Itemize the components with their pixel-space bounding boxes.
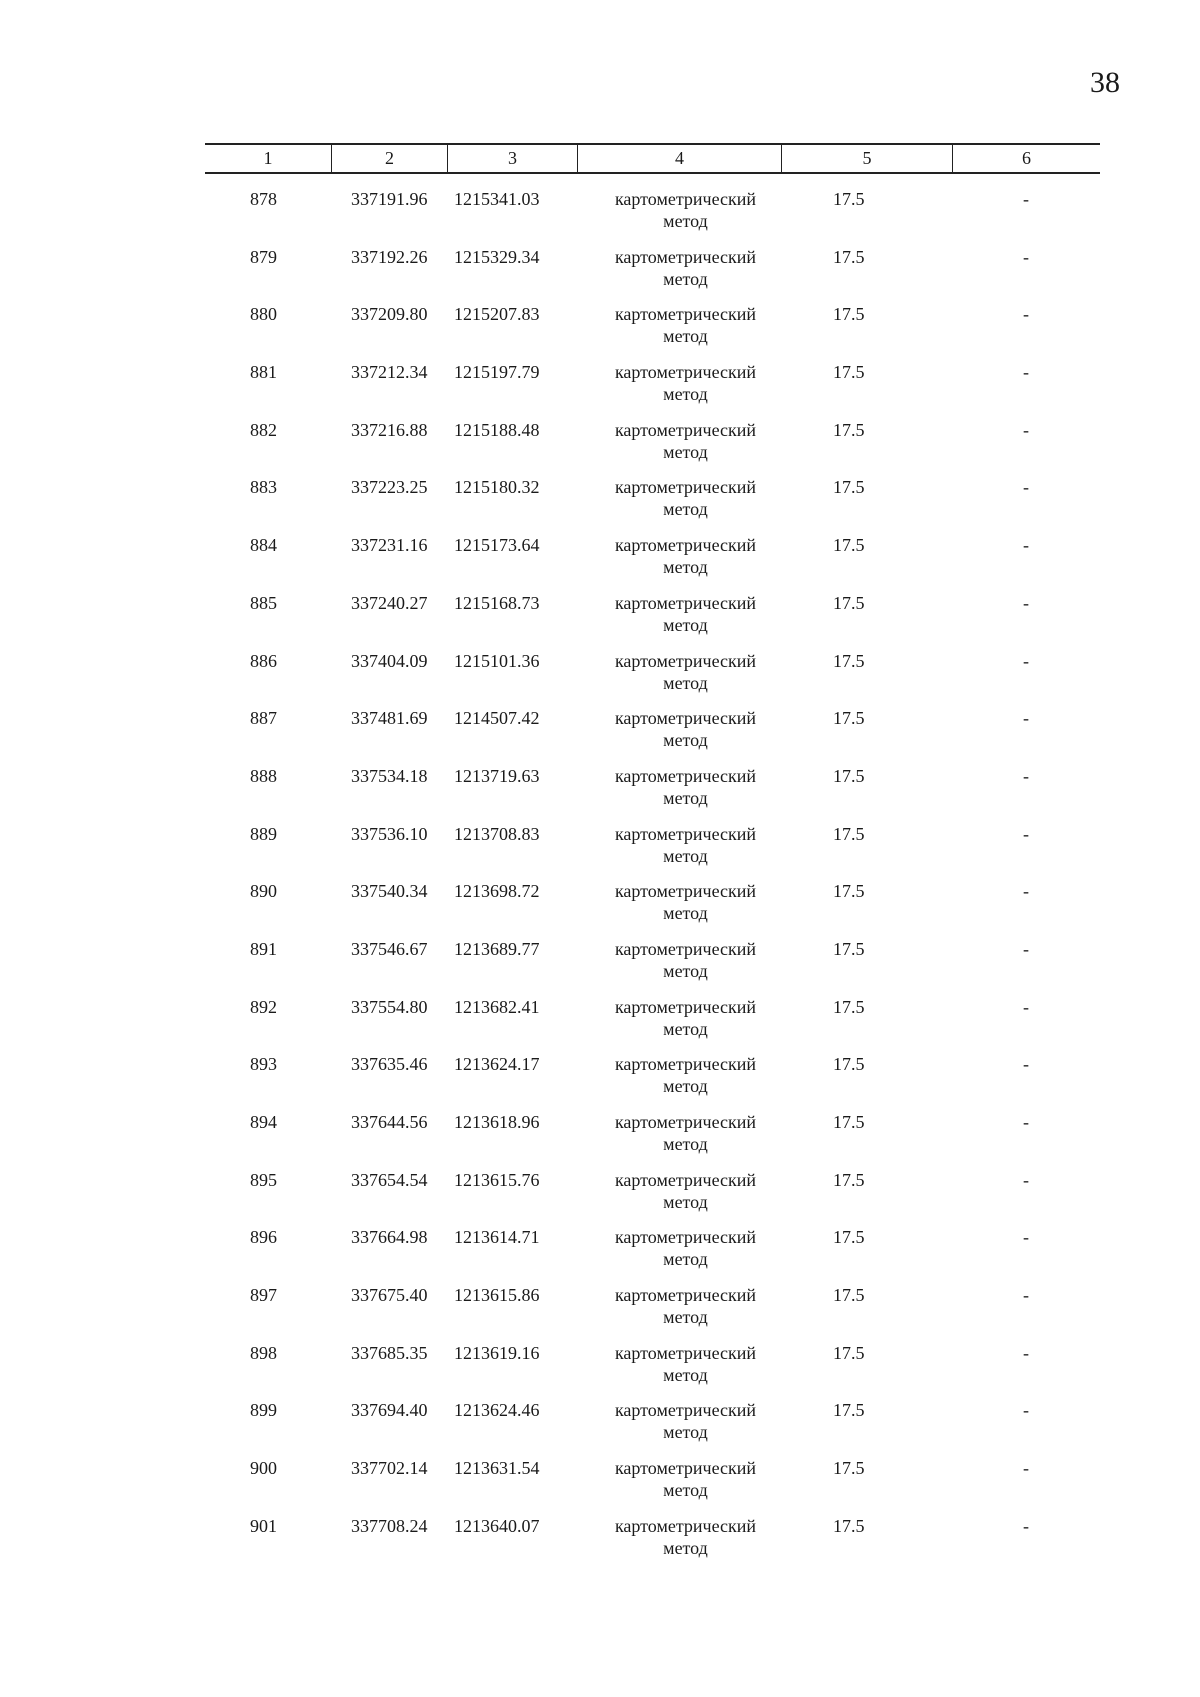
method-line-1: картометрический: [614, 304, 757, 325]
table-row: [205, 303, 1100, 361]
table-row: [205, 419, 1100, 477]
method-text: [603, 880, 768, 924]
method-line-2: метод: [663, 1018, 708, 1039]
method-text: [603, 303, 768, 347]
method-line-2: метод: [663, 1249, 708, 1270]
point-number-cell: 893: [250, 1054, 277, 1075]
point-number-cell: 894: [250, 1112, 277, 1132]
note-cell: -: [1023, 246, 1029, 267]
method-line-2: метод: [663, 960, 708, 981]
y-coordinate-cell: 1215188.48: [454, 419, 540, 440]
method-cell: [577, 1284, 781, 1342]
method-line-1: картометрический: [614, 592, 757, 613]
y-coordinate-cell: 1213698.72: [454, 881, 540, 902]
x-coordinate-cell: 337240.27: [351, 592, 428, 613]
method-cell: [577, 246, 781, 304]
method-line-2: метод: [663, 730, 708, 751]
method-line-1: картометрический: [614, 1169, 757, 1190]
table-row: [205, 1226, 1100, 1284]
table-row: [205, 650, 1100, 708]
table-row: [205, 938, 1100, 996]
accuracy-cell: 17.5: [833, 477, 865, 498]
y-coordinate-cell: 1213615.86: [454, 1285, 540, 1306]
point-number-cell: 891: [250, 938, 277, 959]
x-coordinate-cell: 337536.10: [351, 823, 428, 844]
accuracy-cell: 17.5: [833, 419, 865, 440]
table-row: [205, 1399, 1100, 1457]
table-row: [205, 1169, 1100, 1227]
method-cell: [577, 1342, 781, 1400]
x-coordinate-cell: 337534.18: [351, 765, 428, 786]
point-number-cell: 892: [250, 996, 277, 1017]
method-cell: [577, 765, 781, 823]
accuracy-cell: 17.5: [833, 1515, 865, 1536]
method-cell: [577, 707, 781, 765]
method-line-1: картометрический: [614, 1400, 757, 1421]
y-coordinate-cell: 1213631.54: [454, 1458, 540, 1479]
method-line-1: картометрический: [614, 419, 757, 440]
method-line-2: метод: [663, 1480, 708, 1501]
note-cell: -: [1023, 362, 1029, 383]
point-number-cell: 890: [250, 881, 277, 902]
note-cell: -: [1023, 535, 1029, 556]
method-text: [603, 707, 768, 751]
method-text: [603, 1111, 768, 1155]
method-cell: [577, 1111, 781, 1169]
accuracy-cell: 17.5: [833, 1054, 865, 1075]
note-cell: -: [1023, 1285, 1029, 1306]
method-line-1: картометрический: [614, 189, 757, 209]
x-coordinate-cell: 337191.96: [351, 189, 428, 209]
method-line-1: картометрический: [614, 881, 757, 902]
x-coordinate-cell: 337192.26: [351, 246, 428, 267]
method-line-1: картометрический: [614, 765, 757, 786]
x-coordinate-cell: 337654.54: [351, 1169, 428, 1190]
method-cell: [577, 1515, 781, 1573]
table-row: [205, 1342, 1100, 1400]
method-line-2: метод: [663, 211, 708, 231]
y-coordinate-cell: 1213689.77: [454, 938, 540, 959]
point-number-cell: 884: [250, 535, 277, 556]
y-coordinate-cell: 1215197.79: [454, 362, 540, 383]
table-row: [205, 592, 1100, 650]
table-row: [205, 1284, 1100, 1342]
method-line-1: картометрический: [614, 996, 757, 1017]
note-cell: -: [1023, 304, 1029, 325]
x-coordinate-cell: 337404.09: [351, 650, 428, 671]
note-cell: -: [1023, 650, 1029, 671]
method-text: [603, 1169, 768, 1213]
method-text: [603, 246, 768, 290]
point-number-cell: 879: [250, 246, 277, 267]
accuracy-cell: 17.5: [833, 1112, 865, 1132]
method-text: [603, 765, 768, 809]
method-text: [603, 1457, 768, 1501]
note-cell: -: [1023, 938, 1029, 959]
accuracy-cell: 17.5: [833, 1285, 865, 1306]
table-row: [205, 1111, 1100, 1169]
point-number-cell: 888: [250, 765, 277, 786]
method-line-2: метод: [663, 1422, 708, 1443]
point-number-cell: 885: [250, 592, 277, 613]
method-line-2: метод: [663, 1191, 708, 1212]
accuracy-cell: 17.5: [833, 650, 865, 671]
method-line-1: картометрический: [614, 362, 757, 383]
method-text: [603, 1226, 768, 1270]
method-line-1: картометрический: [614, 1515, 757, 1536]
accuracy-cell: 17.5: [833, 708, 865, 729]
method-text: [603, 823, 768, 867]
table-row: [205, 534, 1100, 592]
note-cell: -: [1023, 1515, 1029, 1536]
y-coordinate-cell: 1215101.36: [454, 650, 540, 671]
method-cell: [577, 534, 781, 592]
table-header: [205, 143, 1100, 174]
accuracy-cell: 17.5: [833, 938, 865, 959]
method-line-2: метод: [663, 384, 708, 405]
accuracy-cell: 17.5: [833, 996, 865, 1017]
method-text: [603, 534, 768, 578]
y-coordinate-cell: 1215168.73: [454, 592, 540, 613]
method-cell: [577, 188, 781, 246]
point-number-cell: 899: [250, 1400, 277, 1421]
page-number: 38: [1090, 66, 1120, 99]
method-cell: [577, 1053, 781, 1111]
y-coordinate-cell: 1213618.96: [454, 1112, 540, 1132]
note-cell: -: [1023, 1169, 1029, 1190]
accuracy-cell: 17.5: [833, 304, 865, 325]
method-line-2: метод: [663, 326, 708, 347]
note-cell: -: [1023, 1342, 1029, 1363]
header-col-1: 1: [263, 148, 273, 168]
x-coordinate-cell: 337635.46: [351, 1054, 428, 1075]
accuracy-cell: 17.5: [833, 1342, 865, 1363]
method-cell: [577, 476, 781, 534]
point-number-cell: 889: [250, 823, 277, 844]
y-coordinate-cell: 1215173.64: [454, 535, 540, 556]
note-cell: -: [1023, 592, 1029, 613]
point-number-cell: 901: [250, 1515, 277, 1536]
table-row: [205, 1457, 1100, 1515]
method-cell: [577, 1457, 781, 1515]
method-line-2: метод: [663, 787, 708, 808]
method-text: [603, 1399, 768, 1443]
y-coordinate-cell: 1213708.83: [454, 823, 540, 844]
method-cell: [577, 938, 781, 996]
method-line-2: метод: [663, 1364, 708, 1385]
point-number-cell: 897: [250, 1285, 277, 1306]
table-row: [205, 880, 1100, 938]
x-coordinate-cell: 337644.56: [351, 1112, 428, 1132]
method-line-2: метод: [663, 903, 708, 924]
note-cell: -: [1023, 1227, 1029, 1248]
table-row: [205, 246, 1100, 304]
method-line-1: картометрический: [614, 1458, 757, 1479]
accuracy-cell: 17.5: [833, 1400, 865, 1421]
accuracy-cell: 17.5: [833, 1458, 865, 1479]
accuracy-cell: 17.5: [833, 246, 865, 267]
method-cell: [577, 996, 781, 1054]
method-cell: [577, 1226, 781, 1284]
note-cell: -: [1023, 881, 1029, 902]
method-cell: [577, 1399, 781, 1457]
accuracy-cell: 17.5: [833, 765, 865, 786]
method-text: [603, 1284, 768, 1328]
note-cell: -: [1023, 708, 1029, 729]
table-row: [205, 476, 1100, 534]
method-text: [603, 1342, 768, 1386]
method-line-1: картометрический: [614, 246, 757, 267]
method-line-2: метод: [663, 557, 708, 578]
y-coordinate-cell: 1215207.83: [454, 304, 540, 325]
x-coordinate-cell: 337546.67: [351, 938, 428, 959]
x-coordinate-cell: 337216.88: [351, 419, 428, 440]
method-text: [603, 650, 768, 694]
table-row: [205, 188, 1100, 246]
x-coordinate-cell: 337694.40: [351, 1400, 428, 1421]
note-cell: -: [1023, 1400, 1029, 1421]
x-coordinate-cell: 337540.34: [351, 881, 428, 902]
x-coordinate-cell: 337212.34: [351, 362, 428, 383]
point-number-cell: 881: [250, 362, 277, 383]
method-line-1: картометрический: [614, 1112, 757, 1132]
y-coordinate-cell: 1213615.76: [454, 1169, 540, 1190]
method-line-2: метод: [663, 1076, 708, 1097]
table-row: [205, 361, 1100, 419]
point-number-cell: 887: [250, 708, 277, 729]
method-line-1: картометрический: [614, 477, 757, 498]
x-coordinate-cell: 337223.25: [351, 477, 428, 498]
header-col-4: 4: [577, 145, 781, 172]
method-line-2: метод: [663, 499, 708, 520]
table-row: [205, 996, 1100, 1054]
x-coordinate-cell: 337685.35: [351, 1342, 428, 1363]
x-coordinate-cell: 337702.14: [351, 1458, 428, 1479]
point-number-cell: 895: [250, 1169, 277, 1190]
method-text: [603, 592, 768, 636]
point-number-cell: 898: [250, 1342, 277, 1363]
x-coordinate-cell: 337554.80: [351, 996, 428, 1017]
accuracy-cell: 17.5: [833, 189, 865, 209]
note-cell: -: [1023, 1112, 1029, 1132]
method-line-1: картометрический: [614, 1227, 757, 1248]
note-cell: -: [1023, 1458, 1029, 1479]
header-col-6: 6: [952, 145, 1100, 172]
y-coordinate-cell: 1213614.71: [454, 1227, 540, 1248]
method-cell: [577, 1169, 781, 1227]
y-coordinate-cell: 1215329.34: [454, 246, 540, 267]
method-line-2: метод: [663, 672, 708, 693]
table-row: [205, 1515, 1100, 1573]
header-col-2: 2: [331, 145, 447, 172]
table-body: [205, 188, 1100, 1573]
method-text: [603, 419, 768, 463]
method-line-1: картометрический: [614, 823, 757, 844]
note-cell: -: [1023, 823, 1029, 844]
point-number-cell: 878: [250, 189, 277, 209]
y-coordinate-cell: 1215341.03: [454, 189, 540, 209]
note-cell: -: [1023, 765, 1029, 786]
point-number-cell: 886: [250, 650, 277, 671]
method-line-2: метод: [663, 1134, 708, 1154]
x-coordinate-cell: 337708.24: [351, 1515, 428, 1536]
method-line-1: картометрический: [614, 708, 757, 729]
header-col-5: 5: [781, 145, 952, 172]
method-cell: [577, 303, 781, 361]
table-row: [205, 823, 1100, 881]
note-cell: -: [1023, 996, 1029, 1017]
method-text: [603, 476, 768, 520]
x-coordinate-cell: 337481.69: [351, 708, 428, 729]
method-text: [603, 1515, 768, 1559]
y-coordinate-cell: 1215180.32: [454, 477, 540, 498]
method-line-1: картометрический: [614, 535, 757, 556]
note-cell: -: [1023, 419, 1029, 440]
method-cell: [577, 592, 781, 650]
y-coordinate-cell: 1214507.42: [454, 708, 540, 729]
point-number-cell: 880: [250, 304, 277, 325]
y-coordinate-cell: 1213619.16: [454, 1342, 540, 1363]
method-line-1: картометрический: [614, 938, 757, 959]
header-col-3: 3: [447, 145, 577, 172]
y-coordinate-cell: 1213624.46: [454, 1400, 540, 1421]
y-coordinate-cell: 1213719.63: [454, 765, 540, 786]
point-number-cell: 883: [250, 477, 277, 498]
method-line-1: картометрический: [614, 1054, 757, 1075]
point-number-cell: 900: [250, 1458, 277, 1479]
accuracy-cell: 17.5: [833, 881, 865, 902]
method-line-1: картометрический: [614, 650, 757, 671]
table-row: [205, 1053, 1100, 1111]
note-cell: -: [1023, 477, 1029, 498]
point-number-cell: 896: [250, 1227, 277, 1248]
method-text: [603, 1053, 768, 1097]
method-line-1: картометрический: [614, 1285, 757, 1306]
method-line-2: метод: [663, 1307, 708, 1328]
accuracy-cell: 17.5: [833, 1169, 865, 1190]
method-text: [603, 361, 768, 405]
x-coordinate-cell: 337664.98: [351, 1227, 428, 1248]
x-coordinate-cell: 337675.40: [351, 1285, 428, 1306]
x-coordinate-cell: 337209.80: [351, 304, 428, 325]
table-row: [205, 765, 1100, 823]
note-cell: -: [1023, 1054, 1029, 1075]
method-line-2: метод: [663, 614, 708, 635]
method-cell: [577, 650, 781, 708]
method-cell: [577, 880, 781, 938]
method-cell: [577, 419, 781, 477]
method-line-2: метод: [663, 845, 708, 866]
accuracy-cell: 17.5: [833, 823, 865, 844]
y-coordinate-cell: 1213682.41: [454, 996, 540, 1017]
y-coordinate-cell: 1213624.17: [454, 1054, 540, 1075]
method-text: [603, 188, 768, 232]
method-line-2: метод: [663, 1537, 708, 1558]
method-text: [603, 938, 768, 982]
method-line-2: метод: [663, 441, 708, 462]
accuracy-cell: 17.5: [833, 362, 865, 383]
accuracy-cell: 17.5: [833, 535, 865, 556]
note-cell: -: [1023, 189, 1029, 209]
method-cell: [577, 823, 781, 881]
point-number-cell: 882: [250, 419, 277, 440]
method-line-2: метод: [663, 268, 708, 289]
method-text: [603, 996, 768, 1040]
y-coordinate-cell: 1213640.07: [454, 1515, 540, 1536]
method-cell: [577, 361, 781, 419]
accuracy-cell: 17.5: [833, 1227, 865, 1248]
method-line-1: картометрический: [614, 1342, 757, 1363]
table-row: [205, 707, 1100, 765]
x-coordinate-cell: 337231.16: [351, 535, 428, 556]
accuracy-cell: 17.5: [833, 592, 865, 613]
